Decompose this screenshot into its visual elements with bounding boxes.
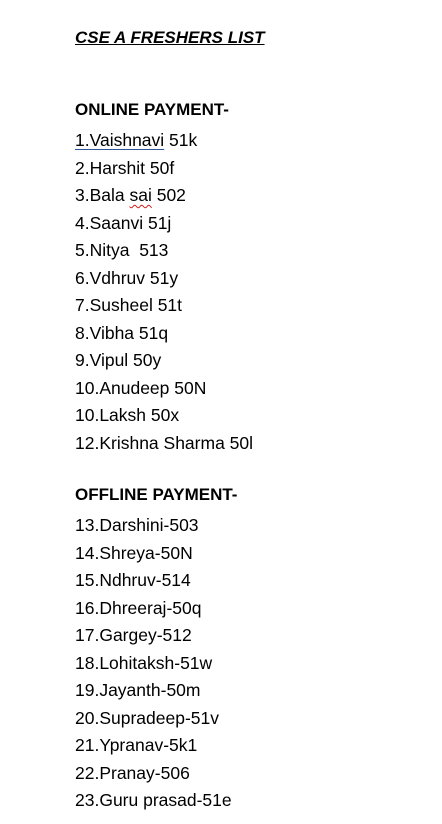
item-text-start: 19.Jayanth-50m <box>75 680 201 700</box>
item-text-start: 23.Guru prasad-51e <box>75 790 232 810</box>
item-text-end: 502 <box>151 185 186 205</box>
list-item <box>75 265 435 293</box>
item-text-start: 5.Nitya 513 <box>75 240 169 260</box>
list-item <box>75 292 435 320</box>
list-item <box>75 622 435 650</box>
item-text-start: 6.Vdhruv 51y <box>75 267 179 288</box>
item-text-start: 9.Vipul 50y <box>75 350 162 370</box>
list-item <box>75 210 435 238</box>
list-item <box>75 320 435 348</box>
list-item <box>75 430 435 458</box>
item-text-start: 10.Anudeep 50N <box>75 377 207 398</box>
item-text-end: 51k <box>164 130 198 150</box>
list-item <box>75 760 435 788</box>
item-text-start: 20.Supradeep-51v <box>75 707 219 728</box>
list-item <box>75 237 435 265</box>
list-item <box>75 127 435 155</box>
item-text-start: 17.Gargey-512 <box>75 625 192 645</box>
item-text-start: 15.Ndhruv-514 <box>75 570 191 590</box>
item-text-start: 10.Laksh 50x <box>75 405 180 425</box>
item-text-start: 7.Susheel 51t <box>75 295 183 315</box>
item-text-start: 21.Ypranav-5k1 <box>75 735 198 755</box>
offline-payment-section <box>75 484 435 815</box>
item-text-start: 18.Lohitaksh-51w <box>75 652 213 673</box>
item-text-start: 4.Saanvi 51j <box>75 212 172 233</box>
list-item <box>75 595 435 623</box>
item-text-marked: 1.Vaishnavi <box>75 130 165 150</box>
list-item <box>75 650 435 678</box>
list-item <box>75 787 435 815</box>
list-item <box>75 732 435 760</box>
item-text-start: 13.Darshini-503 <box>75 515 199 535</box>
list-item <box>75 567 435 595</box>
item-text-start: 22.Pranay-506 <box>75 762 190 783</box>
item-text-start: 8.Vibha 51q <box>75 322 169 343</box>
list-item <box>75 375 435 403</box>
list-item <box>75 705 435 733</box>
offline-payment-list <box>75 512 435 815</box>
offline-payment-heading: OFFLINE PAYMENT- <box>75 485 238 504</box>
list-item <box>75 155 435 183</box>
item-text-marked: sai <box>129 185 152 205</box>
item-text-start: 14.Shreya-50N <box>75 542 193 563</box>
item-text-start: 2.Harshit 50f <box>75 157 175 178</box>
list-item <box>75 677 435 705</box>
document-title: CSE A FRESHERS LIST <box>75 28 265 47</box>
online-payment-section <box>75 99 435 457</box>
list-item <box>75 402 435 430</box>
list-item <box>75 182 435 210</box>
document-page <box>75 27 435 815</box>
online-payment-heading: ONLINE PAYMENT- <box>75 100 229 119</box>
item-text-start: 3.Bala <box>75 185 130 205</box>
item-text-start: 12.Krishna Sharma 50l <box>75 432 254 453</box>
list-item <box>75 512 435 540</box>
list-item <box>75 540 435 568</box>
online-payment-list <box>75 127 435 457</box>
item-text-start: 16.Dhreeraj-50q <box>75 597 202 618</box>
list-item <box>75 347 435 375</box>
